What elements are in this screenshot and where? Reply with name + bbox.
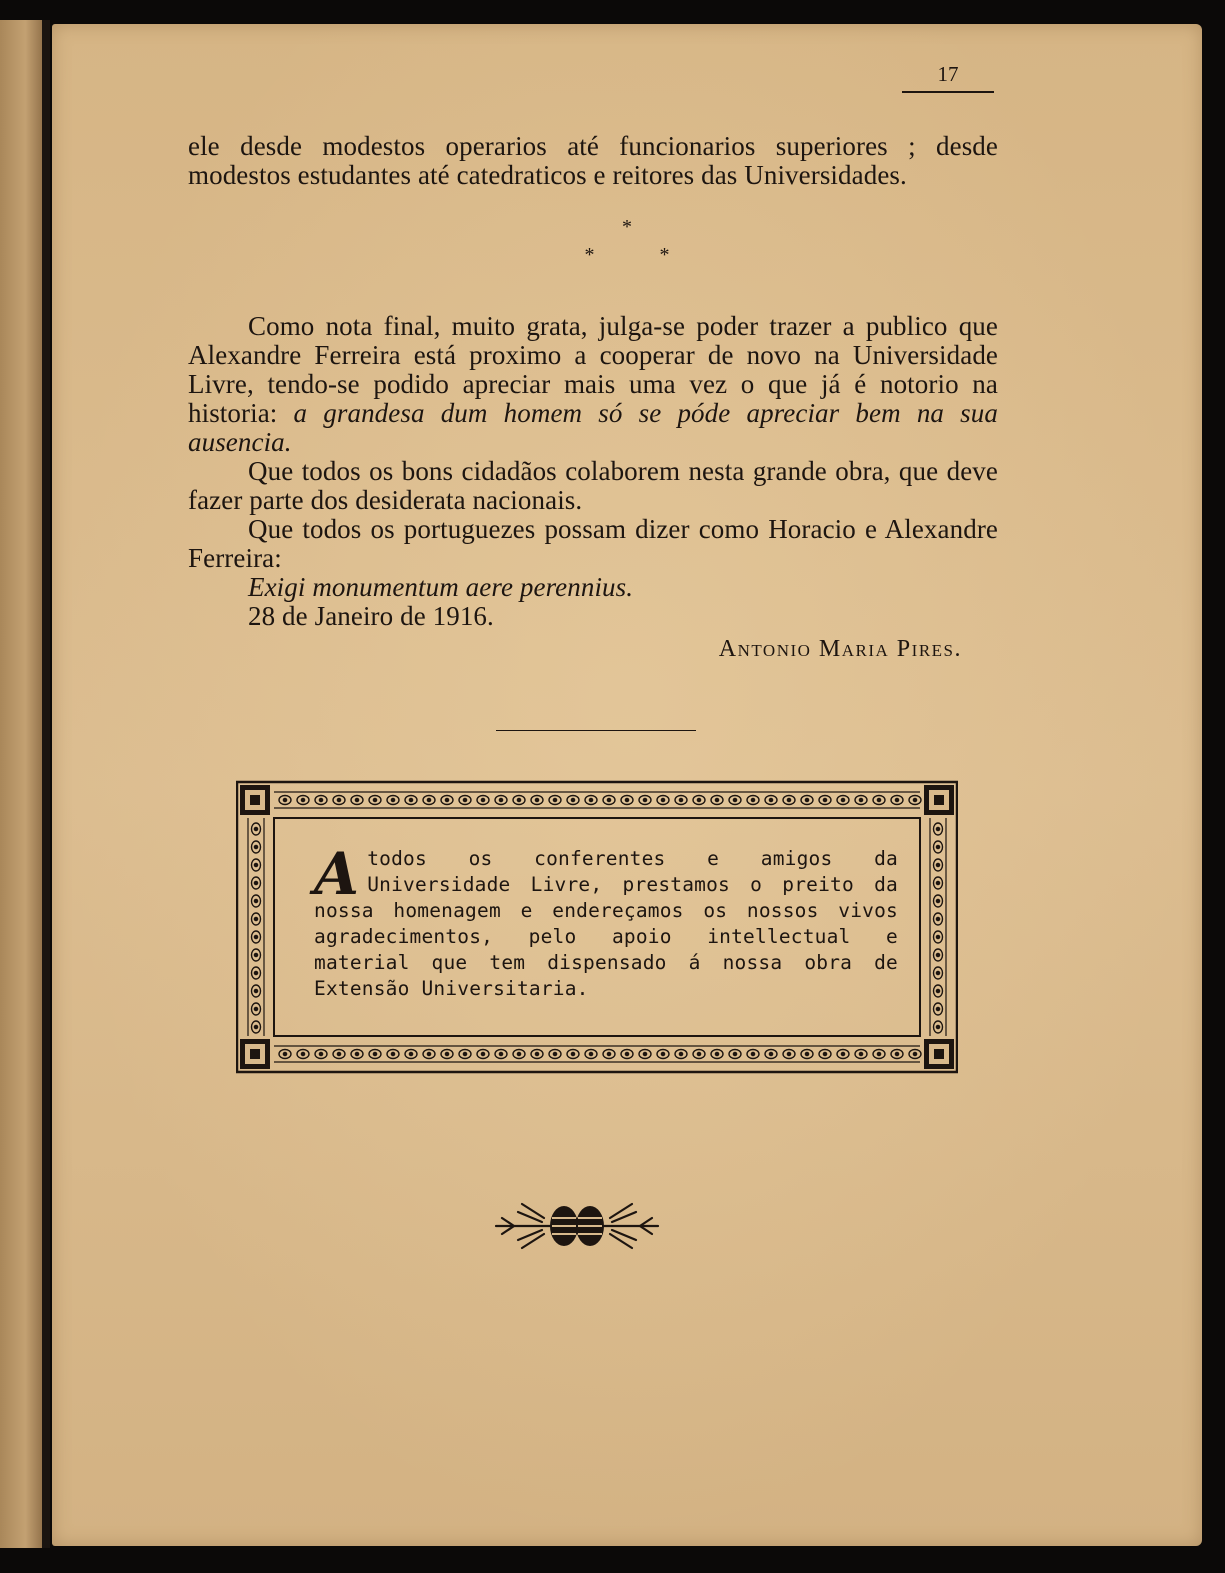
paragraph-2-italic: a grandesa dum homem só se póde apreciar bem na sua ausencia.	[188, 398, 998, 457]
paragraph-1	[188, 132, 998, 190]
date-line: 28 de Janeiro de 1916.	[248, 601, 494, 631]
section-break-star-right: *	[659, 244, 670, 266]
paragraph-2	[188, 312, 998, 457]
drop-cap: A	[314, 840, 360, 908]
paragraph-1-text: ele desde modestos operarios até funcionarios superiores ; desde modestos estudantes até catedraticos e reitores das Universidades.	[188, 131, 998, 190]
previous-page-edge	[0, 20, 46, 1548]
page-number: 17	[902, 62, 994, 93]
acknowledgement-text	[314, 840, 898, 1002]
paragraph-2-text: Como nota final, muito grata, julga-se poder trazer a publico que Alexandre Ferreira está proximo a cooperar de novo na Universidade Livre, tendo-se podido apreciar mais uma vez o que já é notorio na historia:	[188, 311, 998, 428]
acknowledgement-body: todos os conferentes e amigos da Universidade Livre, prestamos o preito da nossa homenagem e endereçamos os nossos vivos agradecimentos, pelo apoio intellectual e material que tem dispensado á nossa obra de Extensão Universitaria.	[314, 847, 898, 1000]
section-break-star-left: *	[584, 244, 595, 266]
section-break-star-row	[52, 244, 1202, 267]
section-break-top-star: *	[622, 216, 632, 238]
book-binding	[42, 20, 50, 1548]
paragraph-3: Que todos os bons cidadãos colaborem nesta grande obra, que deve fazer parte dos desiderata nacionais.	[188, 456, 998, 515]
horizontal-rule	[496, 730, 696, 731]
tailpiece-ornament	[492, 1194, 662, 1258]
signature: Antonio Maria Pires.	[718, 636, 962, 662]
paragraph-4: Que todos os portuguezes possam dizer como Horacio e Alexandre Ferreira:	[188, 514, 998, 573]
latin-quote-text: Exigi monumentum aere perennius.	[248, 572, 634, 602]
closing-paragraphs	[188, 312, 998, 631]
page-17	[52, 24, 1202, 1546]
latin-quote	[188, 573, 998, 602]
